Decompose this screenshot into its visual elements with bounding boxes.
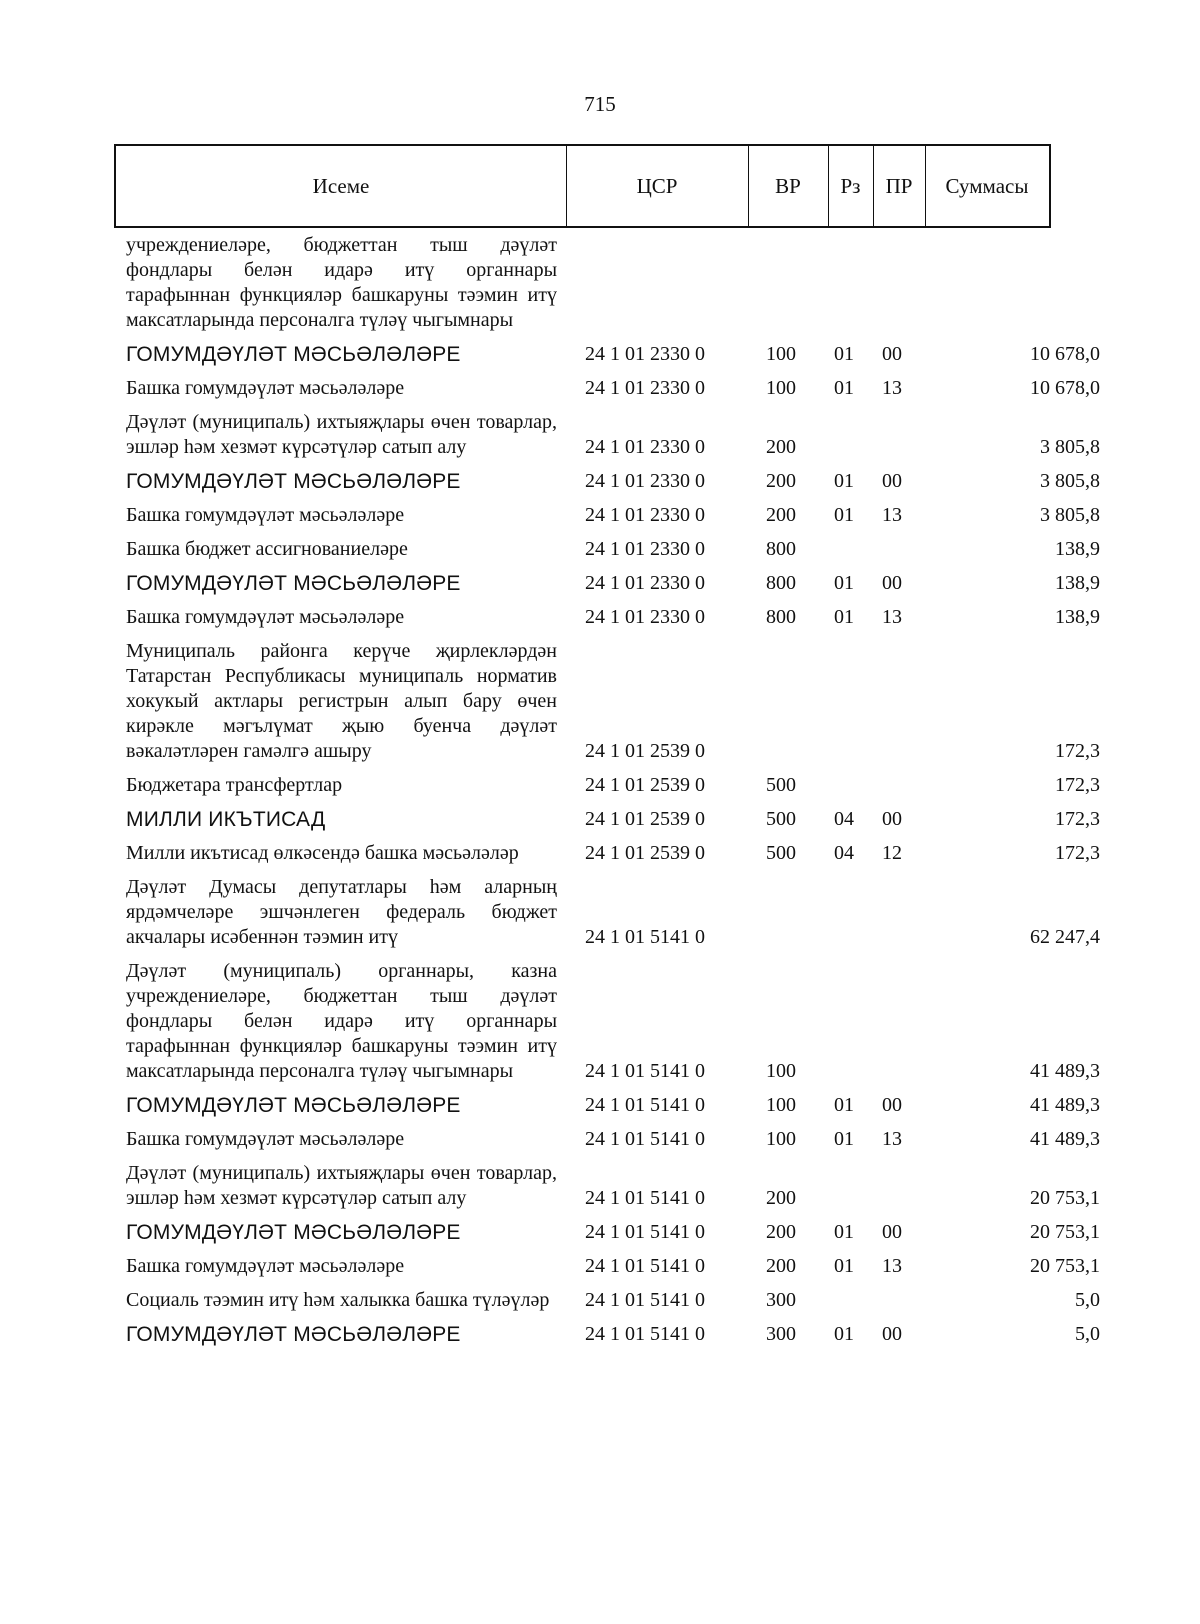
row-vr: 100 [766, 1094, 796, 1116]
row-sum: 138,9 [1055, 606, 1100, 628]
row-pr: 12 [882, 842, 902, 864]
row-rz: 01 [834, 572, 854, 594]
row-pr: 00 [882, 572, 902, 594]
row-csr: 24 1 01 2330 0 [585, 470, 705, 492]
row-sum: 3 805,8 [1040, 436, 1100, 458]
row-pr: 13 [882, 1128, 902, 1150]
row-pr: 00 [882, 343, 902, 365]
row-csr: 24 1 01 2330 0 [585, 343, 705, 365]
row-sum: 10 678,0 [1030, 343, 1100, 365]
row-name: учреждениеләре, бюджеттан тыш дәүләт фондлары белән идарә итү органнары тарафыннан функцияләр башкаруны тәэмин итү максатларында персоналга түләү чыгымнары [126, 234, 557, 331]
table-row [0, 838, 1200, 872]
table-row [0, 602, 1200, 636]
row-rz: 01 [834, 1094, 854, 1116]
row-vr: 200 [766, 1221, 796, 1243]
row-sum: 10 678,0 [1030, 377, 1100, 399]
row-sum: 20 753,1 [1030, 1187, 1100, 1209]
row-rz: 01 [834, 343, 854, 365]
row-sum: 41 489,3 [1030, 1060, 1100, 1082]
row-vr: 800 [766, 538, 796, 560]
row-csr: 24 1 01 2330 0 [585, 377, 705, 399]
row-csr: 24 1 01 2330 0 [585, 606, 705, 628]
row-vr: 500 [766, 808, 796, 830]
row-vr: 200 [766, 470, 796, 492]
table-row [0, 1285, 1200, 1319]
row-csr: 24 1 01 2539 0 [585, 774, 705, 796]
row-csr: 24 1 01 5141 0 [585, 1323, 705, 1345]
row-rz: 01 [834, 470, 854, 492]
table-row [0, 466, 1200, 500]
row-name: Башка гомумдәүләт мәсьәләләре [126, 606, 405, 628]
row-vr: 800 [766, 606, 796, 628]
table-row [0, 1124, 1200, 1158]
row-csr: 24 1 01 5141 0 [585, 1221, 705, 1243]
row-rz: 01 [834, 504, 854, 526]
row-csr: 24 1 01 5141 0 [585, 1255, 705, 1277]
row-vr: 100 [766, 343, 796, 365]
row-vr: 500 [766, 774, 796, 796]
table-row [0, 1217, 1200, 1251]
row-vr: 100 [766, 1128, 796, 1150]
row-rz: 01 [834, 377, 854, 399]
table-row [0, 407, 1200, 466]
table-row [0, 230, 1200, 339]
row-rz: 04 [834, 808, 854, 830]
table-row [0, 770, 1200, 804]
row-name: Бюджетара трансфертлар [126, 774, 343, 796]
row-name: ГОМУМДӘҮЛӘТ МӘСЬӘЛӘЛӘРЕ [126, 343, 461, 366]
row-csr: 24 1 01 5141 0 [585, 1128, 705, 1150]
row-pr: 13 [882, 377, 902, 399]
row-sum: 3 805,8 [1040, 504, 1100, 526]
row-pr: 00 [882, 1094, 902, 1116]
row-csr: 24 1 01 2330 0 [585, 504, 705, 526]
row-name: Башка гомумдәүләт мәсьәләләре [126, 1128, 405, 1150]
row-name: Башка гомумдәүләт мәсьәләләре [126, 1255, 405, 1277]
page-number: 715 [584, 92, 616, 116]
row-csr: 24 1 01 2330 0 [585, 538, 705, 560]
row-name: Дәүләт (муниципаль) ихтыяҗлары өчен товарлар, эшләр һәм хезмәт күрсәтүләр сатып алу [126, 411, 557, 458]
row-sum: 62 247,4 [1030, 926, 1100, 948]
row-sum: 20 753,1 [1030, 1255, 1100, 1277]
header-name: Исеме [312, 174, 370, 198]
row-csr: 24 1 01 2330 0 [585, 436, 705, 458]
row-pr: 00 [882, 808, 902, 830]
table-header [114, 144, 1051, 228]
row-sum: 20 753,1 [1030, 1221, 1100, 1243]
row-rz: 01 [834, 1128, 854, 1150]
row-name: Башка гомумдәүләт мәсьәләләре [126, 377, 405, 399]
header-sum: Суммасы [945, 174, 1029, 198]
row-vr: 300 [766, 1289, 796, 1311]
table-row [0, 534, 1200, 568]
row-sum: 41 489,3 [1030, 1128, 1100, 1150]
row-pr: 13 [882, 606, 902, 628]
table-row [0, 956, 1200, 1090]
row-csr: 24 1 01 2330 0 [585, 572, 705, 594]
table-row [0, 1251, 1200, 1285]
row-pr: 13 [882, 1255, 902, 1277]
table-row [0, 500, 1200, 534]
row-csr: 24 1 01 2539 0 [585, 842, 705, 864]
row-pr: 00 [882, 470, 902, 492]
row-sum: 172,3 [1055, 842, 1100, 864]
row-vr: 200 [766, 1187, 796, 1209]
table-row [0, 568, 1200, 602]
row-name: Дәүләт (муниципаль) органнары, казна учреждениеләре, бюджеттан тыш дәүләт фондлары белән идарә итү органнары тарафыннан функцияләр башкаруны тәэмин итү максатларында персоналга түләү чыгымнары [126, 960, 557, 1082]
row-pr: 13 [882, 504, 902, 526]
table-row [0, 804, 1200, 838]
table-row [0, 1158, 1200, 1217]
table-row [0, 1090, 1200, 1124]
row-rz: 01 [834, 1323, 854, 1345]
row-name: Социаль тәэмин итү һәм халыкка башка түләүләр [126, 1289, 550, 1311]
row-rz: 01 [834, 1255, 854, 1277]
row-csr: 24 1 01 5141 0 [585, 1060, 705, 1082]
row-rz: 04 [834, 842, 854, 864]
table-row [0, 1319, 1200, 1353]
row-name: ГОМУМДӘҮЛӘТ МӘСЬӘЛӘЛӘРЕ [126, 1221, 461, 1244]
row-sum: 41 489,3 [1030, 1094, 1100, 1116]
row-rz: 01 [834, 606, 854, 628]
table-body [0, 230, 1200, 1353]
row-name: Дәүләт Думасы депутатлары һәм аларның ярдәмчеләре эшчәнлеген федераль бюджет акчалары исәбеннән тәэмин итү [126, 876, 557, 948]
header-pr: ПР [885, 174, 913, 198]
row-name: ГОМУМДӘҮЛӘТ МӘСЬӘЛӘЛӘРЕ [126, 572, 461, 595]
row-pr: 00 [882, 1221, 902, 1243]
row-vr: 200 [766, 1255, 796, 1277]
header-csr: ЦСР [636, 174, 678, 198]
table-row [0, 339, 1200, 373]
table-row [0, 373, 1200, 407]
table-row [0, 872, 1200, 956]
row-sum: 172,3 [1055, 740, 1100, 762]
row-sum: 138,9 [1055, 572, 1100, 594]
row-name: ГОМУМДӘҮЛӘТ МӘСЬӘЛӘЛӘРЕ [126, 470, 461, 493]
row-name: Муниципаль районга керүче җирлекләрдән Татарстан Республикасы муниципаль норматив хокукый актлары регистрын алып бару өчен кирәкле мәгълүмат җыю буенча дәүләт вәкаләтләрен гамәлгә ашыру [126, 640, 557, 762]
row-name: Милли икътисад өлкәсендә башка мәсьәләләр [126, 842, 519, 864]
row-csr: 24 1 01 5141 0 [585, 1289, 705, 1311]
row-sum: 3 805,8 [1040, 470, 1100, 492]
header-rz: Рз [840, 174, 861, 198]
row-vr: 100 [766, 377, 796, 399]
row-name: ГОМУМДӘҮЛӘТ МӘСЬӘЛӘЛӘРЕ [126, 1094, 461, 1117]
row-csr: 24 1 01 2539 0 [585, 740, 705, 762]
row-name: Дәүләт (муниципаль) ихтыяҗлары өчен товарлар, эшләр һәм хезмәт күрсәтүләр сатып алу [126, 1162, 557, 1209]
row-pr: 00 [882, 1323, 902, 1345]
row-vr: 300 [766, 1323, 796, 1345]
row-rz: 01 [834, 1221, 854, 1243]
row-sum: 5,0 [1075, 1323, 1100, 1345]
row-name: Башка бюджет ассигнованиеләре [126, 538, 408, 560]
row-sum: 172,3 [1055, 774, 1100, 796]
row-csr: 24 1 01 5141 0 [585, 1094, 705, 1116]
row-csr: 24 1 01 2539 0 [585, 808, 705, 830]
row-vr: 100 [766, 1060, 796, 1082]
row-sum: 172,3 [1055, 808, 1100, 830]
row-name: ГОМУМДӘҮЛӘТ МӘСЬӘЛӘЛӘРЕ [126, 1323, 461, 1346]
row-sum: 5,0 [1075, 1289, 1100, 1311]
row-csr: 24 1 01 5141 0 [585, 1187, 705, 1209]
row-sum: 138,9 [1055, 538, 1100, 560]
row-csr: 24 1 01 5141 0 [585, 926, 705, 948]
header-vr: ВР [775, 174, 801, 198]
row-name: МИЛЛИ ИКЪТИСАД [126, 808, 326, 831]
row-vr: 500 [766, 842, 796, 864]
row-name: Башка гомумдәүләт мәсьәләләре [126, 504, 405, 526]
row-vr: 800 [766, 572, 796, 594]
row-vr: 200 [766, 436, 796, 458]
table-row [0, 636, 1200, 770]
row-vr: 200 [766, 504, 796, 526]
